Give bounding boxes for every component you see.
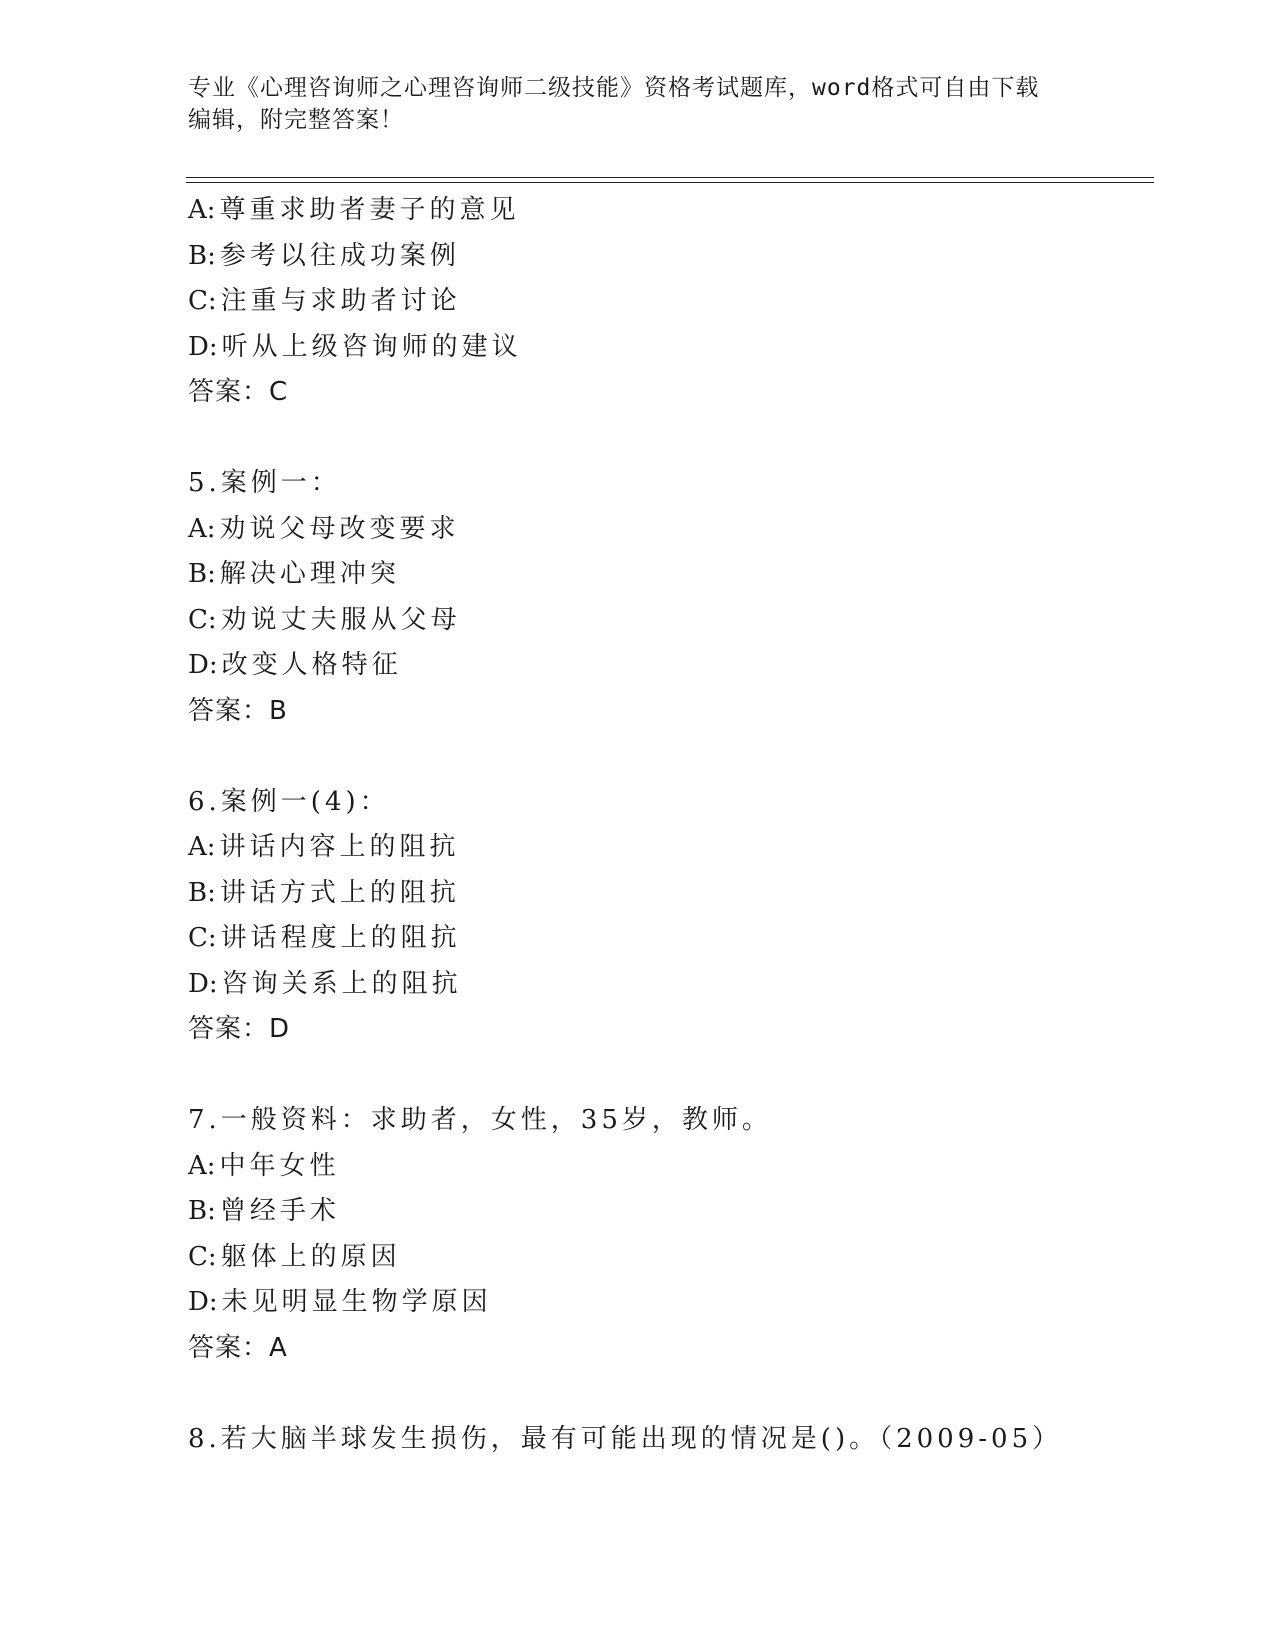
header-divider-top — [186, 177, 1154, 178]
question-block-5 — [188, 461, 1168, 734]
option-b: B: 讲话方式上的阻抗 — [188, 877, 460, 908]
question-block-7 — [188, 1098, 1168, 1371]
option-a: A: 尊重求助者妻子的意见 — [188, 195, 520, 225]
answer: 答案：D — [188, 1014, 291, 1044]
option-b: B: 参考以往成功案例 — [188, 240, 460, 271]
question-list — [188, 188, 1168, 1462]
option-c: C: 躯体上的原因 — [188, 1241, 401, 1272]
option-a: A: 中年女性 — [188, 1150, 340, 1181]
option-c: C: 讲话程度上的阻抗 — [188, 923, 461, 953]
option-b: B: 解决心理冲突 — [188, 559, 400, 589]
answer: 答案：A — [188, 1332, 288, 1363]
question-text: 6.案例一(4)： — [188, 786, 390, 817]
header-line-2: 编辑，附完整答案！ — [188, 107, 404, 133]
question-text: 7.一般资料：求助者，女性，35岁，教师。 — [188, 1105, 772, 1135]
question-block-8 — [188, 1417, 1168, 1463]
option-d: D: 未见明显生物学原因 — [188, 1287, 492, 1317]
option-d: D: 改变人格特征 — [188, 650, 402, 680]
question-block-6 — [188, 780, 1168, 1053]
document-header — [188, 72, 1068, 136]
option-c: C: 注重与求助者讨论 — [188, 286, 461, 316]
option-a: A: 劝说父母改变要求 — [188, 513, 460, 544]
option-c: C: 劝说丈夫服从父母 — [188, 604, 461, 635]
header-line-1: 专业《心理咨询师之心理咨询师二级技能》资格考试题库，word格式可自由下载 — [188, 75, 1040, 101]
answer: 答案：C — [188, 377, 289, 407]
option-d: D: 咨询关系上的阻抗 — [188, 968, 462, 999]
option-d: D: 听从上级咨询师的建议 — [188, 331, 522, 362]
question-block-4 — [188, 188, 1168, 416]
option-a: A: 讲话内容上的阻抗 — [188, 832, 460, 862]
option-b: B: 曾经手术 — [188, 1196, 340, 1226]
question-text: 5.案例一： — [188, 468, 341, 498]
answer: 答案：B — [188, 695, 288, 726]
header-divider-bottom — [186, 182, 1154, 183]
question-text: 8.若大脑半球发生损伤，最有可能出现的情况是()。（2009-05） — [188, 1423, 1063, 1454]
